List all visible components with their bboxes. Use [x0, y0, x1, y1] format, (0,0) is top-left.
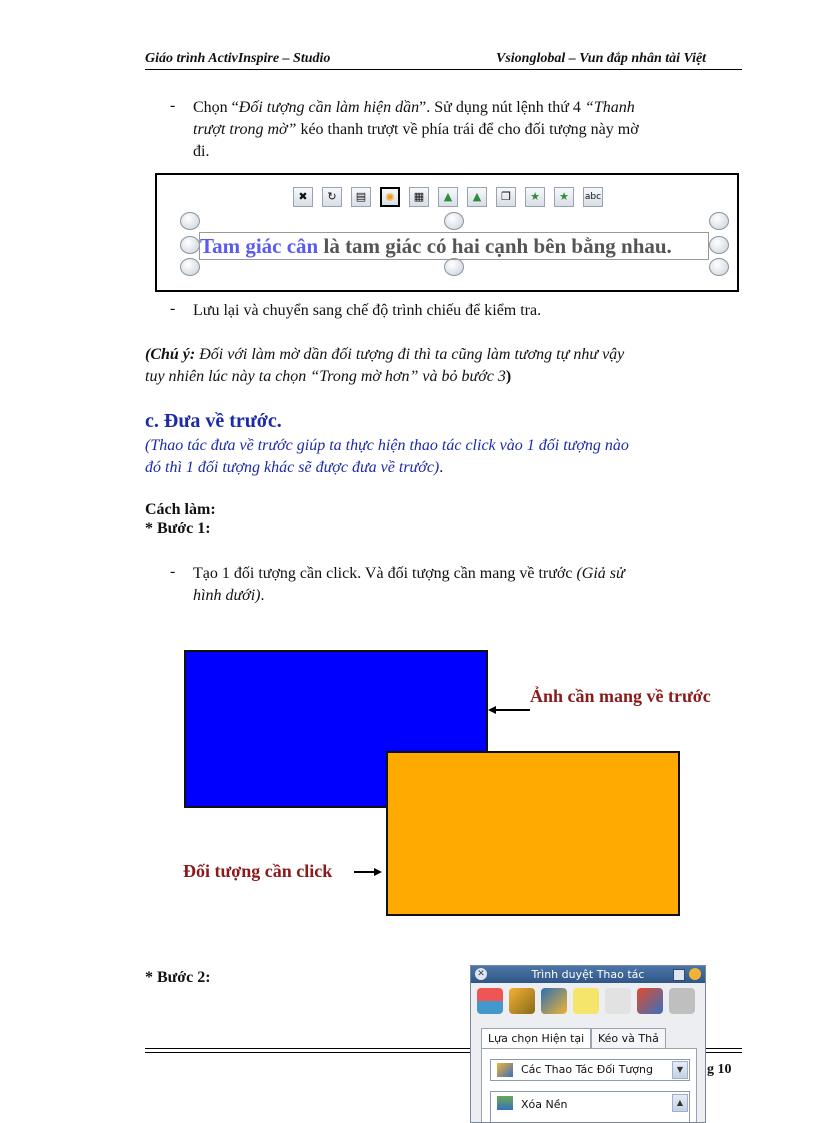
tree-shade-icon[interactable]: ▲	[467, 187, 487, 207]
shapes-icon[interactable]	[477, 988, 503, 1014]
header-rule	[145, 69, 742, 70]
bullet-1-line-1: Chọn “Đối tượng cần làm hiện dần”. Sử dụng nút lệnh thứ 4 “Thanh	[193, 99, 635, 116]
bullet-3-line-2: hình dưới).	[193, 587, 265, 604]
rotate-icon[interactable]: ↻	[322, 187, 342, 207]
text-rest: là tam giác có hai cạnh bên bằng nhau.	[318, 234, 672, 258]
step-1-label: * Bước 1:	[145, 520, 211, 537]
bullet-1-line-3: đi.	[193, 143, 210, 160]
header-left: Giáo trình ActivInspire – Studio	[145, 51, 331, 66]
action-list[interactable]	[490, 1091, 690, 1123]
sun-icon[interactable]: ✺	[380, 187, 400, 207]
resize-handle-mr[interactable]	[709, 236, 729, 254]
image-icon	[497, 1096, 513, 1110]
arrow-click-icon	[350, 862, 386, 882]
bullet-3-line-1: Tạo 1 đối tượng cần click. Và đối tượng cần mang về trước (Giả sử	[193, 565, 625, 582]
close-icon[interactable]: ✖	[293, 187, 313, 207]
bullet-1-line-2: trượt trong mờ” kéo thanh trượt về phía trái để cho đối tượng này mờ	[193, 121, 639, 138]
resize-handle-tl[interactable]	[180, 212, 200, 230]
copy-icon[interactable]: ❐	[496, 187, 516, 207]
text-icon[interactable]	[541, 988, 567, 1014]
abc-icon[interactable]: abc	[583, 187, 603, 207]
section-desc-1: (Thao tác đưa về trước giúp ta thực hiện thao tác click vào 1 đối tượng nào	[145, 437, 629, 454]
chevron-down-icon[interactable]: ▼	[672, 1061, 688, 1079]
menu-icon[interactable]	[673, 969, 685, 981]
note-line-2: tuy nhiên lúc này ta chọn “Trong mờ hơn” và bỏ bước 3)	[145, 368, 512, 385]
tab-drag-drop[interactable]: Kéo và Thả	[591, 1028, 666, 1048]
section-desc-2: đó thì 1 đối tượng khác sẽ được đưa về trước).	[145, 459, 444, 476]
tab-current-selection[interactable]: Lựa chọn Hiện tại	[481, 1028, 591, 1048]
footer-rule-4	[705, 1052, 742, 1053]
callout-click-object: Đối tượng cần click	[183, 861, 333, 881]
orange-rectangle[interactable]	[386, 751, 680, 916]
resize-handle-bl[interactable]	[180, 258, 200, 276]
tree-icon[interactable]: ▲	[438, 187, 458, 207]
media-icon[interactable]	[509, 988, 535, 1014]
note-icon[interactable]	[573, 988, 599, 1014]
bullet-2-text: Lưu lại và chuyển sang chế độ trình chiếu để kiểm tra.	[193, 302, 542, 319]
bullet-dash: -	[170, 563, 176, 580]
document-icon[interactable]	[605, 988, 631, 1014]
method-label: Cách làm:	[145, 501, 216, 518]
resize-handle-tc[interactable]	[444, 212, 464, 230]
page-number: g 10	[707, 1062, 732, 1077]
pencil-icon	[497, 1063, 513, 1077]
resize-handle-br[interactable]	[709, 258, 729, 276]
tools-icon[interactable]	[669, 988, 695, 1014]
step-2-label: * Bước 2:	[145, 969, 211, 986]
header-right: Vsionglobal – Vun đắp nhân tài Việt	[496, 51, 707, 66]
panel-title: Trình duyệt Thao tác	[471, 966, 705, 983]
footer-rule-3	[705, 1048, 742, 1049]
callout-bring-front: Ảnh cần mang về trước	[530, 686, 711, 706]
star-small-icon[interactable]: ★	[554, 187, 574, 207]
footer-rule-2	[145, 1052, 475, 1053]
action-browser-panel	[470, 965, 706, 1123]
text-highlight: Tam giác cân	[200, 234, 319, 258]
star-icon[interactable]: ★	[525, 187, 545, 207]
selected-text-object[interactable]	[199, 232, 709, 260]
footer-rule-1	[145, 1048, 475, 1049]
arrow-front-icon	[486, 690, 536, 720]
resize-handle-tr[interactable]	[709, 212, 729, 230]
action-category-select[interactable]: Các Thao Tác Đối Tượng ▼	[490, 1059, 690, 1081]
bullet-dash: -	[170, 97, 176, 114]
note-line-1: (Chú ý: Đối với làm mờ dần đối tượng đi thì ta cũng làm tương tự như vậy	[145, 346, 625, 363]
panel-body	[481, 1048, 697, 1123]
close-icon[interactable]: ✕	[475, 968, 487, 980]
layers-icon[interactable]: ▦	[409, 187, 429, 207]
chevron-up-icon[interactable]: ▲	[672, 1094, 688, 1112]
pin-icon[interactable]	[689, 968, 701, 980]
resize-handle-bc[interactable]	[444, 258, 464, 276]
resize-handle-ml[interactable]	[180, 236, 200, 254]
bullet-dash: -	[170, 300, 176, 317]
list-item[interactable]: Xóa Nền	[521, 1098, 568, 1111]
section-heading: c. Đưa về trước.	[145, 410, 282, 432]
page-icon[interactable]: ▤	[351, 187, 371, 207]
spinner-icon[interactable]	[637, 988, 663, 1014]
